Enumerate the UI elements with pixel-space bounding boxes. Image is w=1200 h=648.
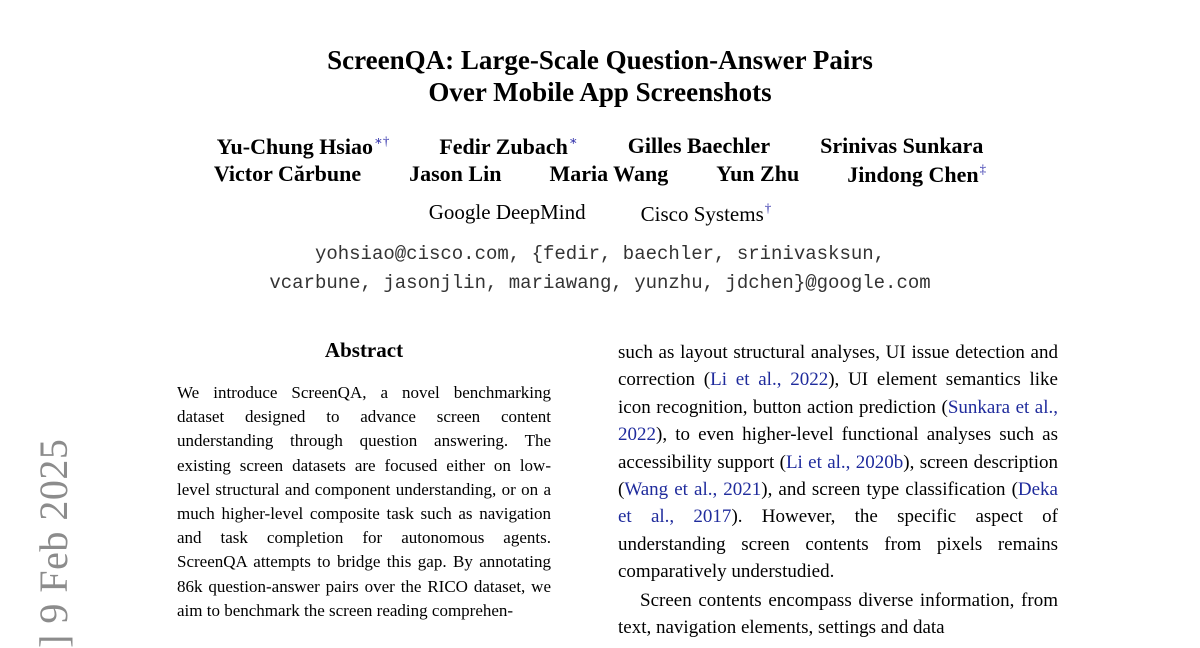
citation-link[interactable]: Sunkara et al., 2022 — [618, 396, 1058, 446]
citation-link[interactable]: Li et al., 2022 — [710, 369, 829, 391]
author-emails — [0, 240, 1200, 298]
author-name: Srinivas Sunkara — [820, 133, 984, 158]
affiliation-google: Google DeepMind — [428, 200, 586, 224]
citation-link[interactable]: Li et al., 2020b — [785, 451, 904, 473]
author-affil-mark: ‡ — [979, 161, 987, 176]
author-name: Yun Zhu — [716, 161, 800, 186]
title-line-1: ScreenQA: Large-Scale Question-Answer Pairs — [327, 45, 873, 75]
author-name: Fedir Zubach∗ — [439, 133, 578, 159]
author-name: Yu-Chung Hsiao∗† — [216, 133, 390, 159]
arxiv-side-stamp: ] 9 Feb 2025 — [31, 438, 76, 648]
intro-column — [618, 339, 1058, 641]
author-row-2 — [0, 161, 1200, 188]
abstract-text: We introduce ScreenQA, a novel benchmarking dataset designed to advance screen content understanding through question answering. The existing screen datasets are focused either on low-level structural and component understanding, or on a much higher-level composite task such as navigation and task completion for autonomous agents. ScreenQA attempts to bridge this gap. By annotating 86k question-answer pairs over the RICO dataset, we aim to benchmark the screen reading comprehen- — [177, 383, 551, 620]
affiliation-mark: † — [764, 200, 772, 215]
author-name: Gilles Baechler — [627, 133, 771, 158]
affiliation-cisco: Cisco Systems† — [640, 200, 772, 226]
affiliations — [0, 200, 1200, 227]
email-line-1: yohsiao@cisco.com, {fedir, baechler, srinivasksun, — [314, 243, 886, 265]
author-affil-mark: ∗† — [373, 133, 390, 148]
citation-link[interactable]: Deka et al., 2017 — [618, 479, 1058, 528]
author-row-1 — [0, 133, 1200, 160]
author-name: Jason Lin — [409, 161, 502, 186]
author-name: Maria Wang — [549, 161, 669, 186]
author-name: Jindong Chen‡ — [847, 161, 987, 187]
paper-title — [0, 44, 1200, 108]
email-line-2: vcarbune, jasonjlin, mariawang, yunzhu, jdchen}@google.com — [269, 272, 931, 294]
abstract-heading: Abstract — [324, 338, 404, 362]
citation-link[interactable]: Wang et al., 2021 — [624, 479, 762, 501]
intro-paragraph-2: Screen contents encompass diverse information, from text, navigation elements, settings and data — [618, 589, 1058, 639]
author-affil-mark: ∗ — [568, 133, 578, 148]
title-line-2: Over Mobile App Screenshots — [428, 77, 772, 107]
author-name: Victor Cărbune — [213, 161, 362, 186]
intro-paragraph-1: such as layout structural analyses, UI issue detection and correction (Li et al., 2022), UI element semantics like icon recognition, button action prediction (Sunkara et al., 2022), to even higher-level functional analyses such as accessibility support (Li et al., 2020b), screen description (Wang et al., 2021), and screen type classification (Deka et al., 2017). However, the specific aspect of understanding screen contents from pixels remains comparatively understudied. — [618, 342, 1058, 583]
